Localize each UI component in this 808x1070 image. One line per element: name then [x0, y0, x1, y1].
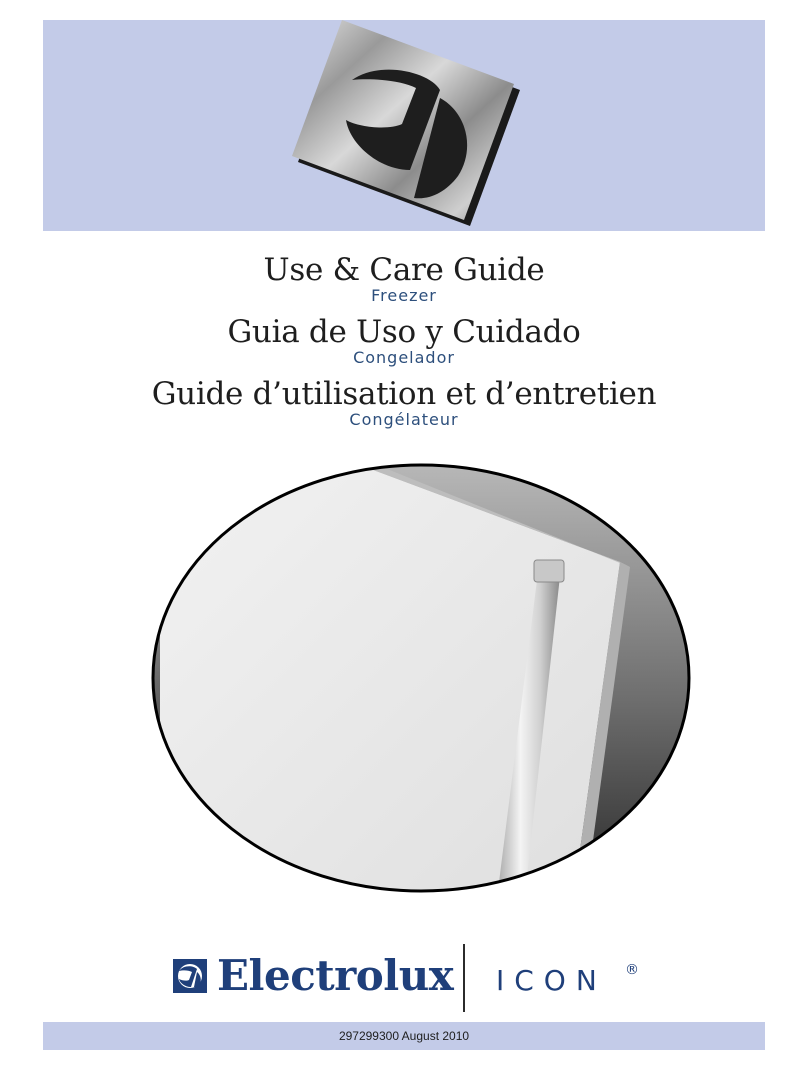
subtitle-spanish: Congelador — [353, 348, 455, 367]
document-number-date: 297299300 August 2010 — [338, 1029, 470, 1043]
brand-row — [0, 942, 808, 1012]
electrolux-logo-icon — [173, 959, 207, 993]
title-block — [0, 252, 808, 438]
brand-divider — [463, 944, 465, 1012]
brand-name: Electrolux — [217, 951, 454, 1000]
subtitle-french: Congélateur — [349, 410, 459, 429]
title-english: Use & Care Guide — [263, 252, 545, 288]
freezer-product-photo — [150, 462, 692, 894]
footer-band — [43, 1022, 765, 1050]
product-line-wordmark: ICON — [496, 964, 607, 997]
title-french: Guide d’utilisation et d’entretien — [151, 376, 657, 412]
registered-trademark: ® — [625, 962, 639, 978]
title-spanish: Guia de Uso y Cuidado — [227, 314, 581, 350]
electrolux-emblem-plate — [290, 20, 530, 226]
subtitle-english: Freezer — [371, 286, 437, 305]
